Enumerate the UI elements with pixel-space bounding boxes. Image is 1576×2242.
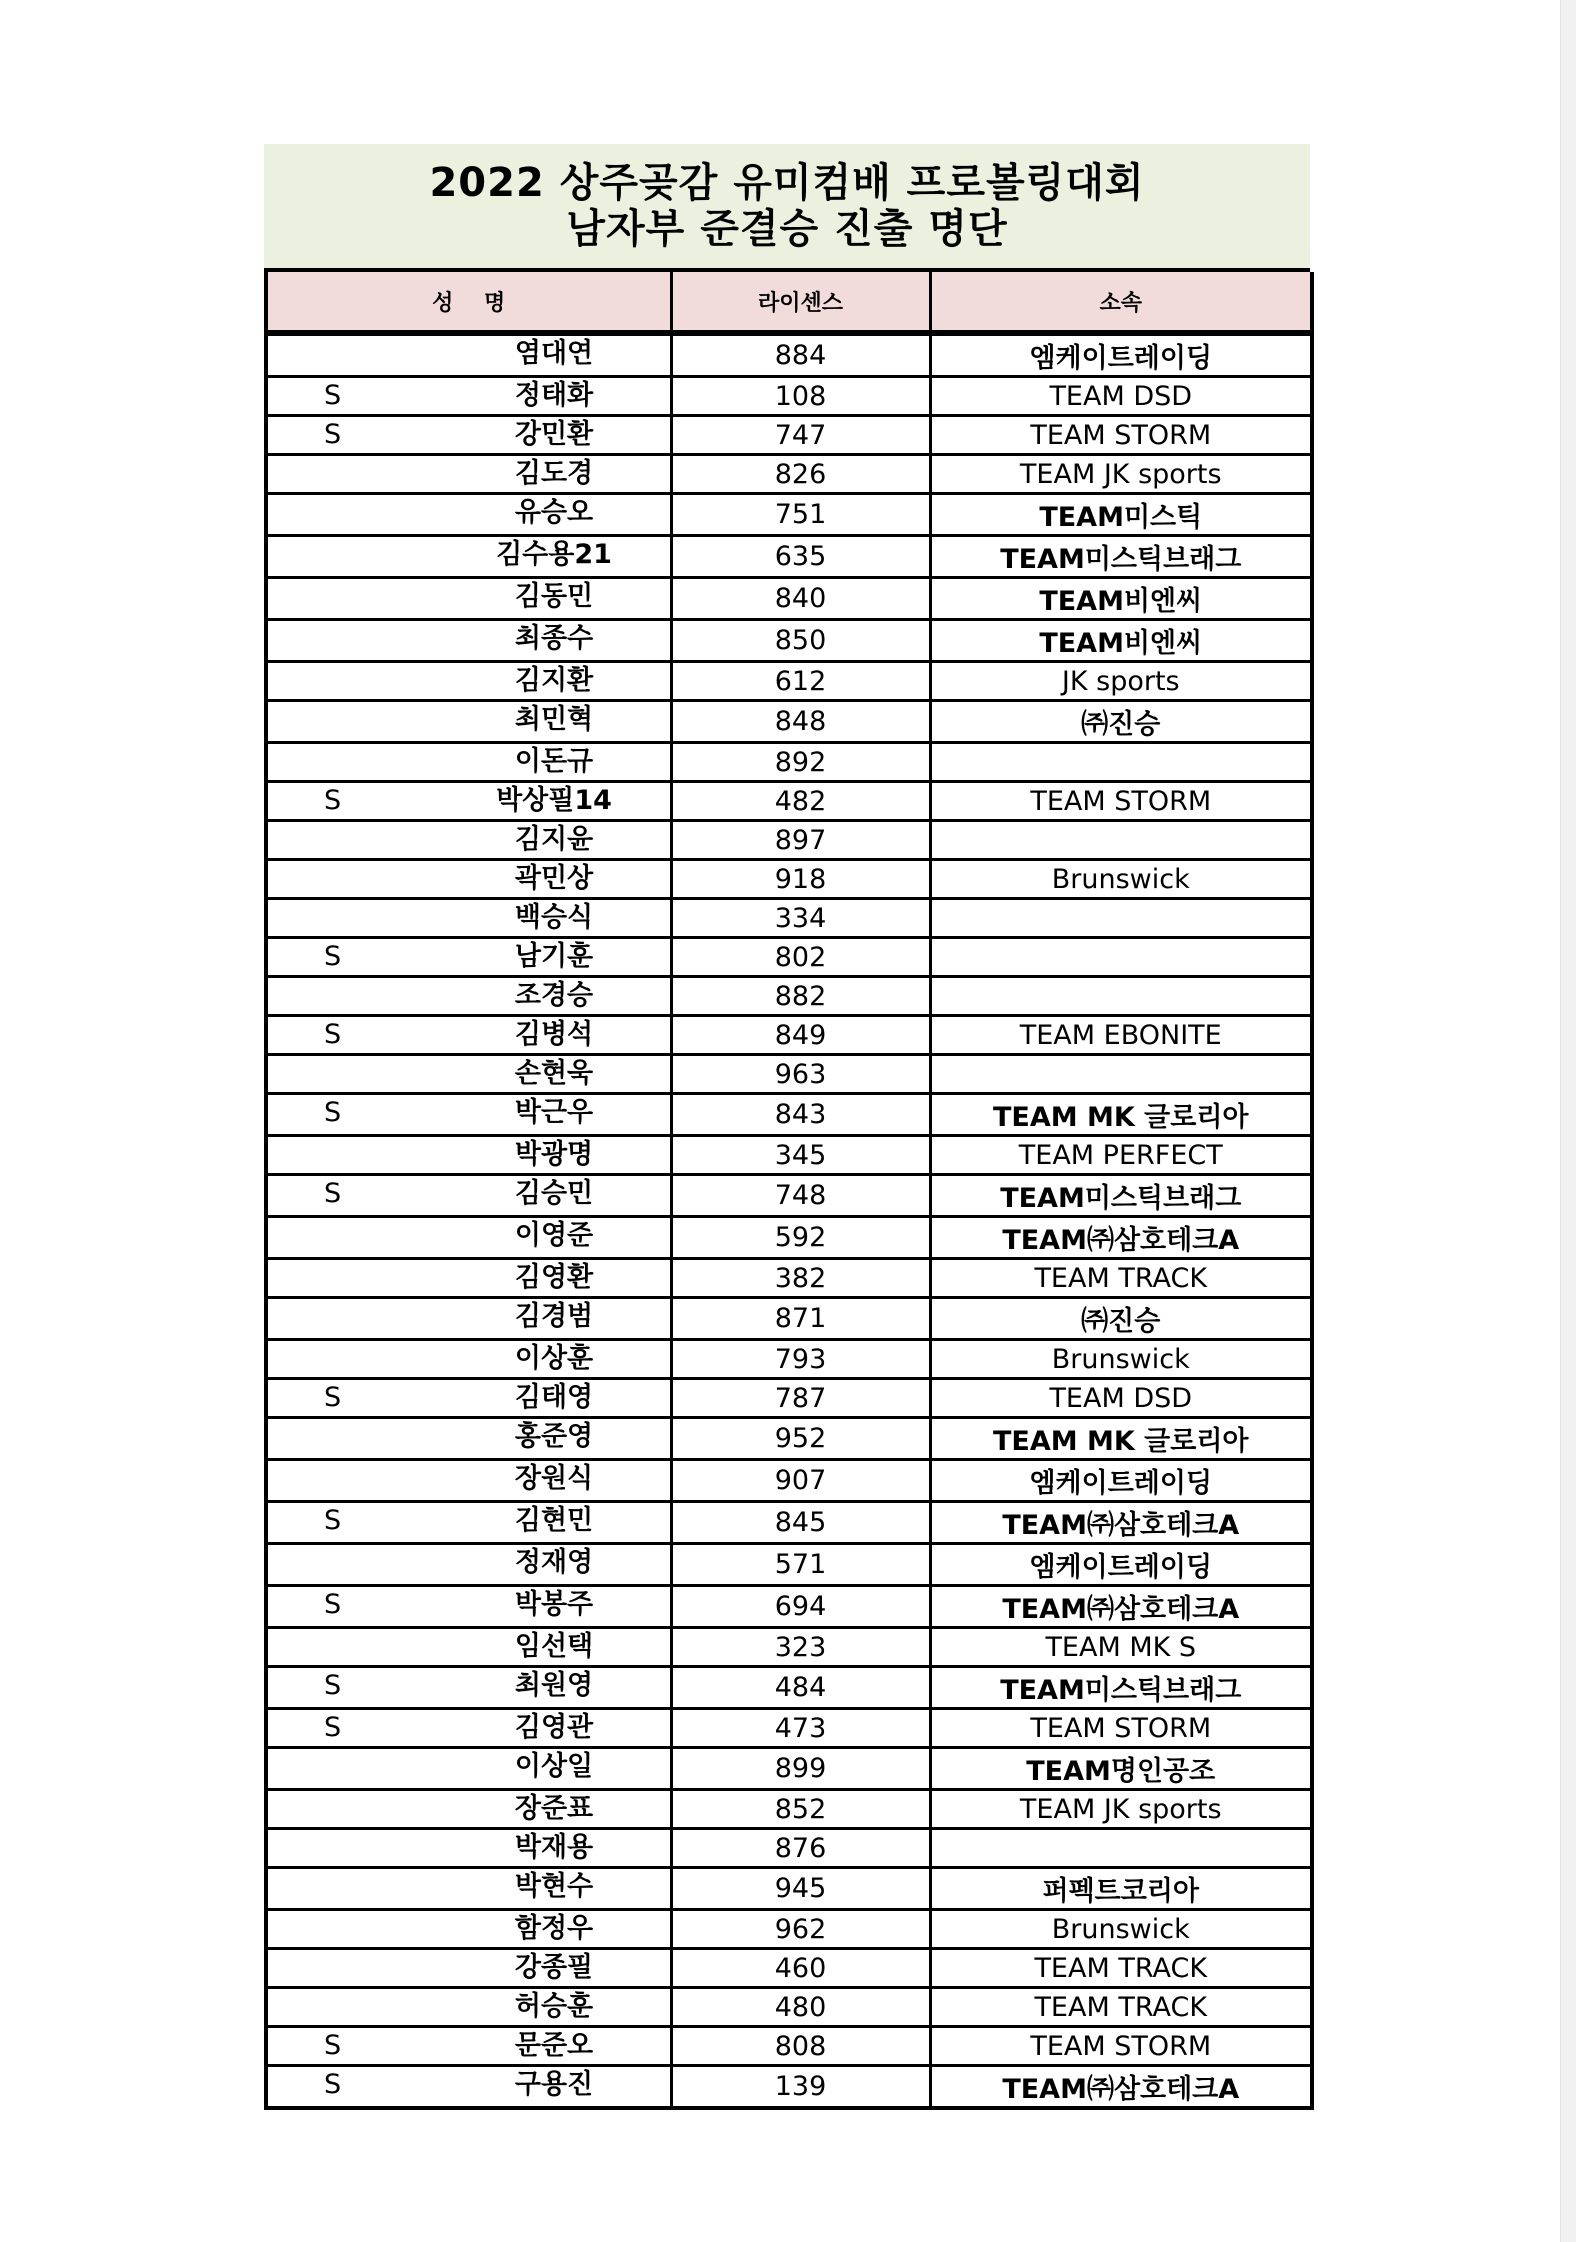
seed-marker: S	[324, 419, 342, 450]
license-number: 345	[671, 1136, 930, 1175]
player-name: 최민혁	[514, 704, 594, 735]
license-number: 849	[671, 1016, 930, 1055]
name-cell	[266, 1667, 671, 1709]
name-cell	[266, 821, 671, 860]
team-affiliation: TEAM PERFECT	[930, 1136, 1312, 1175]
name-cell	[266, 1175, 671, 1217]
player-name: 김영환	[514, 1262, 594, 1293]
seed-marker: S	[324, 1505, 342, 1536]
team-affiliation: TEAM STORM	[930, 2027, 1312, 2066]
table-row	[266, 1298, 1312, 1340]
license-number: 334	[671, 899, 930, 938]
player-name: 강종필	[514, 1952, 594, 1983]
license-number: 840	[671, 578, 930, 620]
player-name: 박재용	[514, 1832, 594, 1863]
player-name: 최종수	[514, 623, 594, 654]
player-name: 최원영	[514, 1670, 594, 1701]
license-number: 460	[671, 1949, 930, 1988]
team-affiliation	[930, 977, 1312, 1016]
license-number: 882	[671, 977, 930, 1016]
team-affiliation: Brunswick	[930, 1910, 1312, 1949]
team-affiliation: TEAM STORM	[930, 416, 1312, 455]
license-number: 952	[671, 1418, 930, 1460]
license-number: 892	[671, 743, 930, 782]
semifinal-roster-table	[264, 272, 1314, 2110]
table-row	[266, 743, 1312, 782]
seed-marker: S	[324, 941, 342, 972]
player-name: 이영준	[514, 1220, 594, 1251]
player-name: 남기훈	[514, 941, 594, 972]
name-cell	[266, 1709, 671, 1748]
license-number: 808	[671, 2027, 930, 2066]
team-affiliation: 엠케이트레이딩	[930, 1544, 1312, 1586]
team-affiliation: TEAM STORM	[930, 782, 1312, 821]
table-row	[266, 455, 1312, 494]
name-cell	[266, 333, 671, 377]
seed-marker: S	[324, 1670, 342, 1701]
header-license: 라이센스	[671, 272, 930, 333]
player-name: 박현수	[514, 1871, 594, 1902]
name-cell	[266, 1259, 671, 1298]
seed-marker: S	[324, 2030, 342, 2061]
name-cell	[266, 1868, 671, 1910]
name-cell	[266, 1748, 671, 1790]
team-affiliation: TEAM JK sports	[930, 455, 1312, 494]
table-row	[266, 1016, 1312, 1055]
name-cell	[266, 899, 671, 938]
team-affiliation: TEAM미스틱브래그	[930, 536, 1312, 578]
license-number: 848	[671, 701, 930, 743]
license-number: 850	[671, 620, 930, 662]
name-cell	[266, 1217, 671, 1259]
name-cell	[266, 1136, 671, 1175]
team-affiliation: TEAM미스틱브래그	[930, 1667, 1312, 1709]
license-number: 852	[671, 1790, 930, 1829]
name-cell	[266, 1829, 671, 1868]
name-cell	[266, 701, 671, 743]
seed-marker: S	[324, 1097, 342, 1128]
name-cell	[266, 782, 671, 821]
team-affiliation: TEAM명인공조	[930, 1748, 1312, 1790]
team-affiliation: TEAM DSD	[930, 1379, 1312, 1418]
team-affiliation: TEAM㈜삼호테크A	[930, 1502, 1312, 1544]
license-number: 108	[671, 377, 930, 416]
seed-marker: S	[324, 1382, 342, 1413]
team-affiliation	[930, 1829, 1312, 1868]
team-affiliation: TEAM TRACK	[930, 1259, 1312, 1298]
title-block	[264, 144, 1310, 272]
license-number: 482	[671, 782, 930, 821]
name-cell	[266, 1586, 671, 1628]
name-cell	[266, 620, 671, 662]
name-cell	[266, 1016, 671, 1055]
player-name: 백승식	[514, 902, 594, 933]
license-number: 747	[671, 416, 930, 455]
team-affiliation: 엠케이트레이딩	[930, 1460, 1312, 1502]
license-number: 473	[671, 1709, 930, 1748]
table-row	[266, 1460, 1312, 1502]
table-row	[266, 1988, 1312, 2027]
player-name: 조경승	[514, 980, 594, 1011]
license-number: 612	[671, 662, 930, 701]
name-cell	[266, 1094, 671, 1136]
player-name: 김병석	[514, 1019, 594, 1050]
name-cell	[266, 1418, 671, 1460]
player-name: 김태영	[514, 1382, 594, 1413]
player-name: 장원식	[514, 1463, 594, 1494]
table-row	[266, 1418, 1312, 1460]
table-row	[266, 2066, 1312, 2109]
license-number: 907	[671, 1460, 930, 1502]
table-row	[266, 536, 1312, 578]
name-cell	[266, 860, 671, 899]
player-name: 이돈규	[514, 746, 594, 777]
name-cell	[266, 2066, 671, 2109]
title-line-1: 2022 상주곶감 유미컴배 프로볼링대회	[429, 160, 1145, 206]
table-row	[266, 938, 1312, 977]
license-number: 876	[671, 1829, 930, 1868]
player-name: 강민환	[514, 419, 594, 450]
table-row	[266, 662, 1312, 701]
team-affiliation: Brunswick	[930, 1340, 1312, 1379]
table-row	[266, 1544, 1312, 1586]
license-number: 748	[671, 1175, 930, 1217]
player-name: 김경범	[514, 1301, 594, 1332]
team-affiliation: TEAM MK 글로리아	[930, 1094, 1312, 1136]
team-affiliation: 퍼펙트코리아	[930, 1868, 1312, 1910]
header-team: 소속	[930, 272, 1312, 333]
license-number: 751	[671, 494, 930, 536]
team-affiliation: Brunswick	[930, 860, 1312, 899]
name-cell	[266, 1055, 671, 1094]
roster-document	[264, 144, 1310, 2110]
table-row	[266, 782, 1312, 821]
page-scroll-margin	[1560, 0, 1576, 2242]
player-name: 허승훈	[514, 1991, 594, 2022]
license-number: 139	[671, 2066, 930, 2109]
team-affiliation	[930, 899, 1312, 938]
seed-marker: S	[324, 1019, 342, 1050]
table-row	[266, 1217, 1312, 1259]
table-row	[266, 1502, 1312, 1544]
table-row	[266, 1790, 1312, 1829]
player-name: 김도경	[514, 458, 594, 489]
name-cell	[266, 1949, 671, 1988]
player-name: 김영관	[514, 1712, 594, 1743]
name-cell	[266, 1544, 671, 1586]
team-affiliation: ㈜진승	[930, 1298, 1312, 1340]
name-cell	[266, 1379, 671, 1418]
seed-marker: S	[324, 1178, 342, 1209]
player-name: 유승오	[514, 497, 594, 528]
name-cell	[266, 1988, 671, 2027]
name-cell	[266, 1790, 671, 1829]
name-cell	[266, 536, 671, 578]
player-name: 김현민	[514, 1505, 594, 1536]
team-affiliation: TEAM TRACK	[930, 1949, 1312, 1988]
name-cell	[266, 455, 671, 494]
table-row	[266, 899, 1312, 938]
player-name: 이상훈	[514, 1343, 594, 1374]
table-body	[266, 333, 1312, 2108]
team-affiliation: TEAM MK S	[930, 1628, 1312, 1667]
team-affiliation: TEAM비엔씨	[930, 578, 1312, 620]
license-number: 480	[671, 1988, 930, 2027]
player-name: 박봉주	[514, 1589, 594, 1620]
player-name: 염대연	[514, 338, 594, 369]
table-row	[266, 1175, 1312, 1217]
license-number: 793	[671, 1340, 930, 1379]
name-cell	[266, 1910, 671, 1949]
name-cell	[266, 1628, 671, 1667]
table-row	[266, 1136, 1312, 1175]
title-line-2: 남자부 준결승 진출 명단	[566, 206, 1008, 252]
license-number: 382	[671, 1259, 930, 1298]
team-affiliation: TEAM STORM	[930, 1709, 1312, 1748]
license-number: 963	[671, 1055, 930, 1094]
team-affiliation: TEAM EBONITE	[930, 1016, 1312, 1055]
player-name: 구용진	[514, 2069, 594, 2100]
seed-marker: S	[324, 380, 342, 411]
table-row	[266, 1709, 1312, 1748]
table-row	[266, 860, 1312, 899]
license-number: 571	[671, 1544, 930, 1586]
table-row	[266, 1055, 1312, 1094]
license-number: 592	[671, 1217, 930, 1259]
table-header-row	[266, 272, 1312, 333]
name-cell	[266, 743, 671, 782]
table-row	[266, 1340, 1312, 1379]
seed-marker: S	[324, 1589, 342, 1620]
team-affiliation: TEAM TRACK	[930, 1988, 1312, 2027]
table-row	[266, 1868, 1312, 1910]
license-number: 962	[671, 1910, 930, 1949]
license-number: 884	[671, 333, 930, 377]
table-row	[266, 2027, 1312, 2066]
team-affiliation: TEAM JK sports	[930, 1790, 1312, 1829]
table-row	[266, 1094, 1312, 1136]
name-cell	[266, 2027, 671, 2066]
player-name: 장준표	[514, 1793, 594, 1824]
table-row	[266, 620, 1312, 662]
team-affiliation: 엠케이트레이딩	[930, 333, 1312, 377]
team-affiliation: TEAM㈜삼호테크A	[930, 1217, 1312, 1259]
license-number: 787	[671, 1379, 930, 1418]
name-cell	[266, 1340, 671, 1379]
license-number: 871	[671, 1298, 930, 1340]
table-row	[266, 416, 1312, 455]
table-row	[266, 1949, 1312, 1988]
player-name: 김수용21	[496, 539, 612, 570]
table-row	[266, 1379, 1312, 1418]
name-cell	[266, 416, 671, 455]
team-affiliation: TEAM비엔씨	[930, 620, 1312, 662]
name-cell	[266, 662, 671, 701]
player-name: 홍준영	[514, 1421, 594, 1452]
name-cell	[266, 578, 671, 620]
table-row	[266, 701, 1312, 743]
player-name: 김지윤	[514, 824, 594, 855]
table-row	[266, 377, 1312, 416]
table-row	[266, 1748, 1312, 1790]
license-number: 802	[671, 938, 930, 977]
license-number: 635	[671, 536, 930, 578]
table-row	[266, 1628, 1312, 1667]
table-row	[266, 1829, 1312, 1868]
license-number: 845	[671, 1502, 930, 1544]
player-name: 곽민상	[514, 863, 594, 894]
table-row	[266, 1667, 1312, 1709]
license-number: 694	[671, 1586, 930, 1628]
table-row	[266, 1586, 1312, 1628]
license-number: 826	[671, 455, 930, 494]
team-affiliation: ㈜진승	[930, 701, 1312, 743]
table-row	[266, 1259, 1312, 1298]
license-number: 897	[671, 821, 930, 860]
seed-marker: S	[324, 1712, 342, 1743]
player-name: 임선택	[514, 1631, 594, 1662]
team-affiliation	[930, 743, 1312, 782]
name-cell	[266, 377, 671, 416]
table-row	[266, 1910, 1312, 1949]
license-number: 484	[671, 1667, 930, 1709]
license-number: 918	[671, 860, 930, 899]
name-cell	[266, 977, 671, 1016]
name-cell	[266, 494, 671, 536]
table-row	[266, 494, 1312, 536]
player-name: 정재영	[514, 1547, 594, 1578]
name-cell	[266, 938, 671, 977]
name-cell	[266, 1460, 671, 1502]
seed-marker: S	[324, 785, 342, 816]
team-affiliation	[930, 821, 1312, 860]
player-name: 박광명	[514, 1139, 594, 1170]
team-affiliation: TEAM DSD	[930, 377, 1312, 416]
team-affiliation: TEAM㈜삼호테크A	[930, 1586, 1312, 1628]
name-cell	[266, 1502, 671, 1544]
table-row	[266, 333, 1312, 377]
player-name: 정태화	[514, 380, 594, 411]
player-name: 문준오	[514, 2030, 594, 2061]
player-name: 손현욱	[514, 1058, 594, 1089]
license-number: 323	[671, 1628, 930, 1667]
table-row	[266, 578, 1312, 620]
license-number: 843	[671, 1094, 930, 1136]
team-affiliation: JK sports	[930, 662, 1312, 701]
player-name: 김승민	[514, 1178, 594, 1209]
name-cell	[266, 1298, 671, 1340]
seed-marker: S	[324, 2069, 342, 2100]
player-name: 이상일	[514, 1751, 594, 1782]
player-name: 박근우	[514, 1097, 594, 1128]
player-name: 김지환	[514, 665, 594, 696]
player-name: 함정우	[514, 1913, 594, 1944]
player-name: 박상필14	[496, 785, 612, 816]
table-row	[266, 977, 1312, 1016]
player-name: 김동민	[514, 581, 594, 612]
team-affiliation: TEAM미스틱	[930, 494, 1312, 536]
license-number: 945	[671, 1868, 930, 1910]
team-affiliation	[930, 938, 1312, 977]
team-affiliation: TEAM㈜삼호테크A	[1002, 2074, 1240, 2105]
license-number: 899	[671, 1748, 930, 1790]
table-row	[266, 821, 1312, 860]
header-name: 성 명	[266, 272, 671, 333]
team-affiliation: TEAM미스틱브래그	[930, 1175, 1312, 1217]
team-affiliation: TEAM MK 글로리아	[930, 1418, 1312, 1460]
team-affiliation	[930, 1055, 1312, 1094]
